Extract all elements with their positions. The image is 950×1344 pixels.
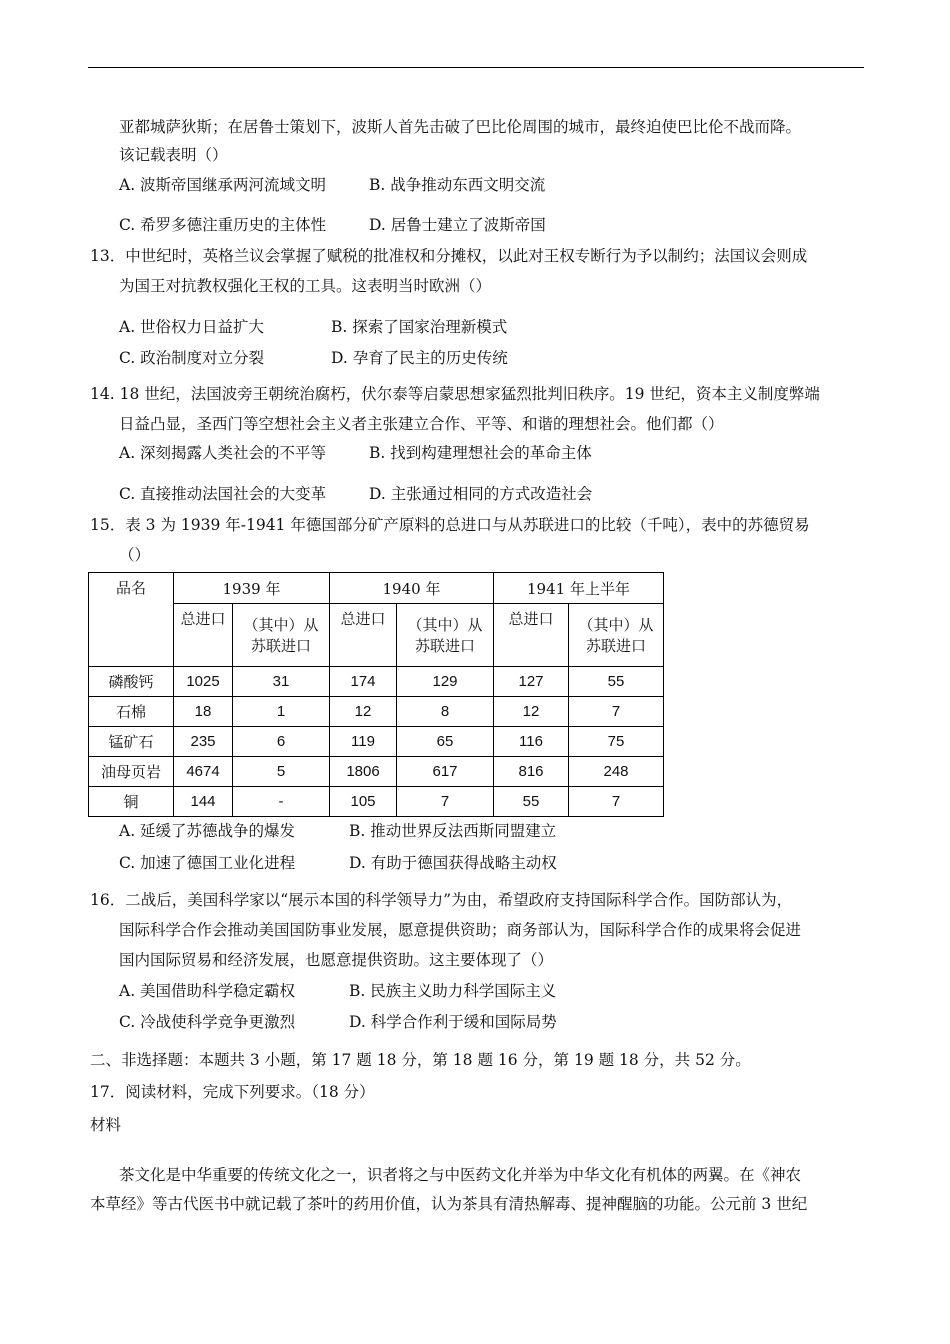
table-cell: 174 <box>330 667 397 697</box>
table-header-year-1939: 1939 年 <box>174 573 330 604</box>
q16-option-a[interactable]: A. 美国借助科学稳定霸权 <box>119 982 296 1000</box>
q16-option-d[interactable]: D. 科学合作利于缓和国际局势 <box>349 1013 557 1031</box>
table-cell: 4674 <box>174 757 233 787</box>
table-cell: 7 <box>569 787 664 817</box>
table-cell-name: 油母页岩 <box>89 757 174 787</box>
q13-stem-line2: 为国王对抗教权强化王权的工具。这表明当时欧洲（） <box>119 277 492 295</box>
table-cell: 12 <box>494 697 569 727</box>
q14-option-c[interactable]: C. 直接推动法国社会的大变革 <box>119 485 327 503</box>
q16-stem-line3: 国内国际贸易和经济发展，也愿意提供资助。这主要体现了（） <box>119 951 554 969</box>
table-cell: 1 <box>233 697 330 727</box>
q12-option-b[interactable]: B. 战争推动东西文明交流 <box>369 176 546 194</box>
table-header-year-1940: 1940 年 <box>330 573 494 604</box>
table-row <box>89 757 664 787</box>
q13-stem-line1: 13．中世纪时，英格兰议会掌握了赋税的批准权和分摊权，以此对王权专断行为予以制约；法国议会则成 <box>90 247 808 265</box>
table-cell: 127 <box>494 667 569 697</box>
q13-option-c[interactable]: C. 政治制度对立分裂 <box>119 349 265 367</box>
table-cell: 6 <box>233 727 330 757</box>
table-cell: 7 <box>569 697 664 727</box>
q15-stem-line2: （） <box>119 546 151 564</box>
table-subheader-soviet: （其中）从 苏联进口 <box>233 604 330 667</box>
table-cell: 116 <box>494 727 569 757</box>
table-cell: 55 <box>494 787 569 817</box>
table-subheader-soviet: （其中）从 苏联进口 <box>569 604 664 667</box>
table-cell: 5 <box>233 757 330 787</box>
q16-option-c[interactable]: C. 冷战使科学竞争更激烈 <box>119 1013 296 1031</box>
q17-material-para-line2: 本草经》等古代医书中就记载了茶叶的药用价值，认为茶具有清热解毒、提神醒脑的功能。公元前 3 世纪 <box>90 1195 808 1213</box>
table-cell-name: 锰矿石 <box>89 727 174 757</box>
table-cell: 1025 <box>174 667 233 697</box>
table-cell: 65 <box>397 727 494 757</box>
table-row <box>89 697 664 727</box>
table-cell: 816 <box>494 757 569 787</box>
q13-option-a[interactable]: A. 世俗权力日益扩大 <box>119 318 265 336</box>
table-subheader-soviet: （其中）从 苏联进口 <box>397 604 494 667</box>
table-cell: 7 <box>397 787 494 817</box>
q16-option-b[interactable]: B. 民族主义助力科学国际主义 <box>349 982 557 1000</box>
q16-stem-line1: 16．二战后，美国科学家以“展示本国的科学领导力”为由，希望政府支持国际科学合作。国防部认为， <box>90 891 793 909</box>
table-cell: 75 <box>569 727 664 757</box>
table-row <box>89 667 664 697</box>
table-cell: 18 <box>174 697 233 727</box>
table-cell: 1806 <box>330 757 397 787</box>
q13-option-d[interactable]: D. 孕育了民主的历史传统 <box>331 349 508 367</box>
table-header-year-1941: 1941 年上半年 <box>494 573 664 604</box>
q14-option-d[interactable]: D. 主张通过相同的方式改造社会 <box>369 485 593 503</box>
table-cell: 129 <box>397 667 494 697</box>
table-cell: 235 <box>174 727 233 757</box>
q15-option-d[interactable]: D. 有助于德国获得战略主动权 <box>349 854 557 872</box>
q14-option-b[interactable]: B. 找到构建理想社会的革命主体 <box>369 444 592 462</box>
q14-stem-line1: 14. 18 世纪，法国波旁王朝统治腐朽，伏尔泰等启蒙思想家猛烈批判旧秩序。19 世纪，资本主义制度弊端 <box>90 385 820 403</box>
table-cell: 248 <box>569 757 664 787</box>
q15-option-a[interactable]: A. 延缓了苏德战争的爆发 <box>119 822 296 840</box>
table-cell: 119 <box>330 727 397 757</box>
q12-stem-line2: 该记载表明（） <box>119 146 228 164</box>
table-cell: 105 <box>330 787 397 817</box>
table-subheader-total: 总进口 <box>174 604 233 667</box>
table-cell: 617 <box>397 757 494 787</box>
q15-option-b[interactable]: B. 推动世界反法西斯同盟建立 <box>349 822 557 840</box>
q12-option-c[interactable]: C. 希罗多德注重历史的主体性 <box>119 216 327 234</box>
table-cell: - <box>233 787 330 817</box>
table-row <box>89 727 664 757</box>
table-subheader-total: 总进口 <box>330 604 397 667</box>
header-rule <box>88 67 864 68</box>
q14-stem-line2: 日益凸显，圣西门等空想社会主义者主张建立合作、平等、和谐的理想社会。他们都（） <box>119 415 724 433</box>
table-cell-name: 铜 <box>89 787 174 817</box>
table-cell-name: 石棉 <box>89 697 174 727</box>
table-cell: 144 <box>174 787 233 817</box>
mineral-import-table <box>88 572 664 817</box>
q12-option-d[interactable]: D. 居鲁士建立了波斯帝国 <box>369 216 546 234</box>
q15-stem-line1: 15．表 3 为 1939 年-1941 年德国部分矿产原料的总进口与从苏联进口的比较（千吨），表中的苏德贸易 <box>90 516 810 534</box>
table-cell-name: 磷酸钙 <box>89 667 174 697</box>
q15-option-c[interactable]: C. 加速了德国工业化进程 <box>119 854 296 872</box>
table-cell: 12 <box>330 697 397 727</box>
q17-material-label: 材料 <box>90 1116 122 1134</box>
q14-option-a[interactable]: A. 深刻揭露人类社会的不平等 <box>119 444 327 462</box>
table-cell: 31 <box>233 667 330 697</box>
table-cell: 8 <box>397 697 494 727</box>
q12-stem-line1: 亚都城萨狄斯；在居鲁士策划下，波斯人首先击破了巴比伦周围的城市，最终迫使巴比伦不战而降。 <box>119 118 802 136</box>
table-subheader-total: 总进口 <box>494 604 569 667</box>
q12-option-a[interactable]: A. 波斯帝国继承两河流域文明 <box>119 176 327 194</box>
q17-stem: 17．阅读材料，完成下列要求。（18 分） <box>90 1083 375 1101</box>
q16-stem-line2: 国际科学合作会推动美国国防事业发展，愿意提供资助；商务部认为，国际科学合作的成果将会促进 <box>119 921 802 939</box>
q17-material-para-line1: 茶文化是中华重要的传统文化之一，识者将之与中医药文化并举为中华文化有机体的两翼。在《神农 <box>119 1166 802 1184</box>
table-row <box>89 787 664 817</box>
table-header-name: 品名 <box>89 573 174 667</box>
section-2-heading: 二、非选择题：本题共 3 小题，第 17 题 18 分，第 18 题 16 分，第 19 题 18 分，共 52 分。 <box>90 1051 751 1069</box>
table-cell: 55 <box>569 667 664 697</box>
q13-option-b[interactable]: B. 探索了国家治理新模式 <box>331 318 508 336</box>
